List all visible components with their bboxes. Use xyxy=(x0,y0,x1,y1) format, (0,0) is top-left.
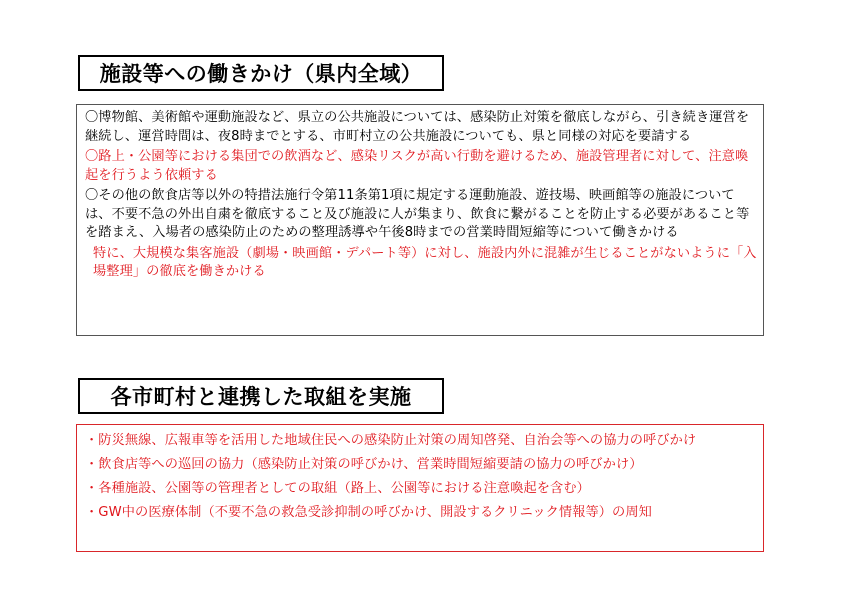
section-1-title: 施設等への働きかけ（県内全域） xyxy=(78,55,444,91)
section-1-item: 〇その他の飲食店等以外の特措法施行令第11条第1項に規定する運動施設、遊技場、映画館等の施設については、不要不急の外出自粛を徹底すること及び施設に人が集まり、飲食に繋がることを防止する必要があること等を踏まえ、入場者の感染防止のための整理誘導や午後8時までの営業時間短縮等について働きかける xyxy=(85,188,750,240)
section-2-title: 各市町村と連携した取組を実施 xyxy=(78,378,444,414)
section-1-item: 特に、大規模な集客施設（劇場・映画館・デパート等）に対し、施設内外に混雑が生じることがないように「入場整理」の徹底を働きかける xyxy=(93,245,757,279)
section-2-box xyxy=(76,424,764,552)
section-2-item: ・GW中の医療体制（不要不急の救急受診抑制の呼びかけ、開設するクリニック情報等）の周知 xyxy=(85,505,652,520)
section-2-item: ・防災無線、広報車等を活用した地域住民への感染防止対策の周知啓発、自治会等への協力の呼びかけ xyxy=(85,433,697,448)
section-1-item: 〇路上・公園等における集団での飲酒など、感染リスクが高い行動を避けるため、施設管理者に対して、注意喚起を行うよう依頼する xyxy=(85,149,749,183)
section-1-box xyxy=(76,104,764,336)
section-2-item: ・各種施設、公園等の管理者としての取組（路上、公園等における注意喚起を含む） xyxy=(85,481,590,496)
section-2-item: ・飲食店等への巡回の協力（感染防止対策の呼びかけ、営業時間短縮要請の協力の呼びかけ） xyxy=(85,457,643,472)
section-1-item: 〇博物館、美術館や運動施設など、県立の公共施設については、感染防止対策を徹底しながら、引き続き運営を継続し、運営時間は、夜8時までとする、市町村立の公共施設についても、県と同様の対応を要請する xyxy=(85,110,750,144)
